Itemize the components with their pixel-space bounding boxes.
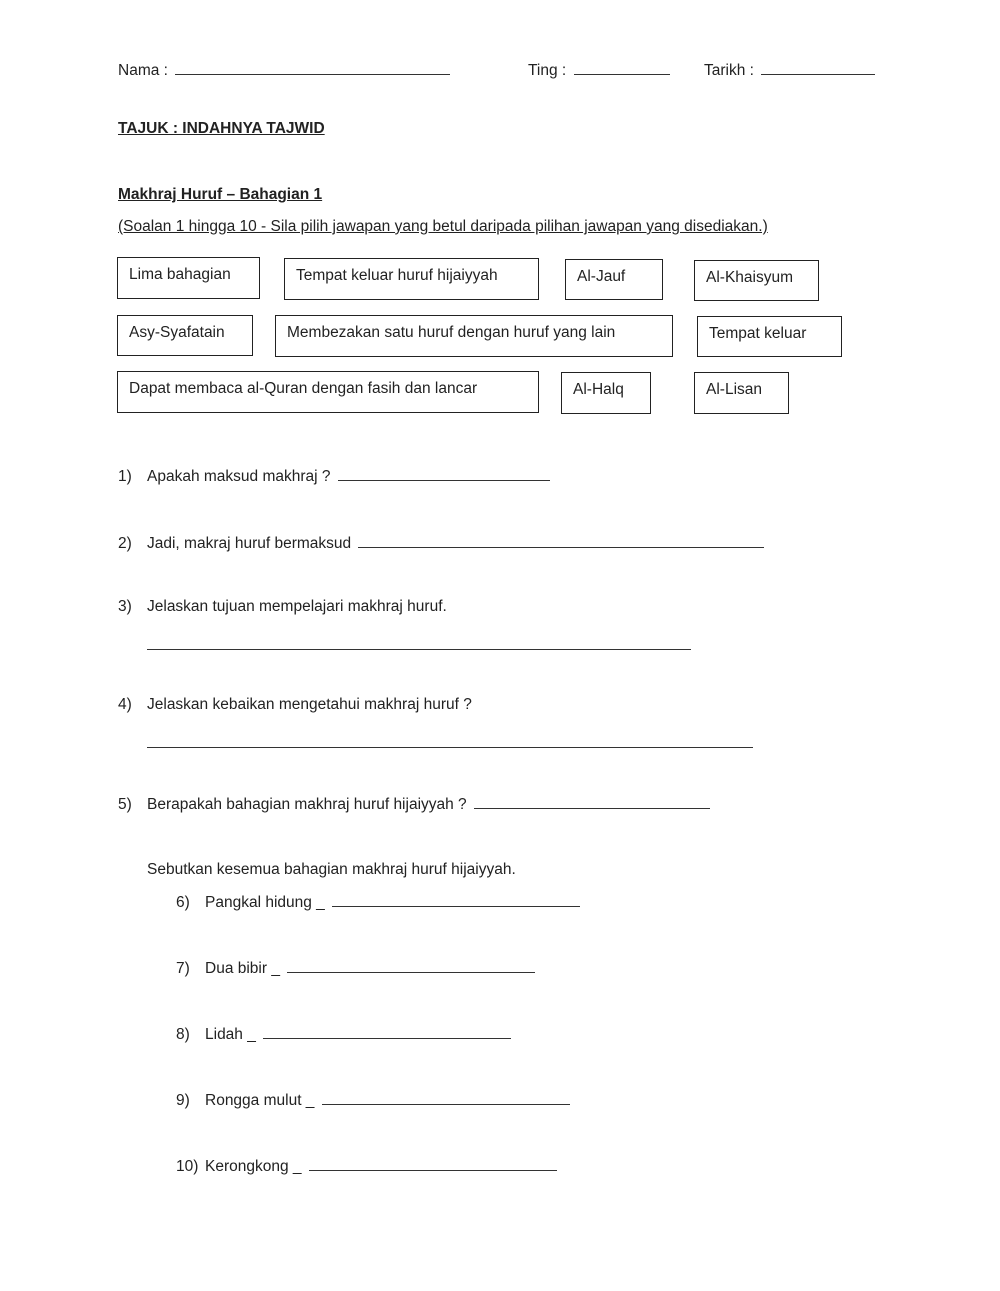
question-1 (118, 466, 550, 487)
answer-blank[interactable] (287, 958, 535, 973)
tarikh-blank[interactable] (761, 60, 875, 75)
sub-question-8 (176, 1024, 511, 1045)
tarikh-label: Tarikh : (704, 62, 754, 79)
answer-blank[interactable] (332, 892, 580, 907)
question-number: 6) (176, 894, 190, 911)
section-title: Makhraj Huruf – Bahagian 1 (118, 186, 323, 203)
question-number: 5) (118, 796, 132, 813)
option-box[interactable]: Tempat keluar (697, 316, 842, 357)
question-2 (118, 533, 764, 554)
nama-blank[interactable] (175, 60, 450, 75)
question-3 (118, 597, 447, 617)
sub-question-10 (176, 1156, 557, 1177)
ting-blank[interactable] (574, 60, 670, 75)
ting-field (528, 60, 670, 81)
answer-blank[interactable] (147, 649, 691, 650)
question-number: 1) (118, 468, 132, 485)
answer-blank[interactable] (309, 1156, 557, 1171)
answer-blank[interactable] (263, 1024, 511, 1039)
answer-blank[interactable] (147, 747, 753, 748)
nama-field (118, 60, 450, 81)
question-5 (118, 794, 710, 815)
question-text: Berapakah bahagian makhraj huruf hijaiyyah ? (147, 796, 467, 813)
question-text: Dua bibir _ (205, 960, 280, 977)
option-box[interactable]: Asy-Syafatain (117, 315, 253, 356)
sub-intro: Sebutkan kesemua bahagian makhraj huruf hijaiyyah. (147, 861, 516, 878)
question-text: Jelaskan tujuan mempelajari makhraj huruf. (147, 598, 447, 615)
question-number: 7) (176, 960, 190, 977)
option-box[interactable]: Al-Lisan (694, 372, 789, 414)
tarikh-field (704, 60, 875, 81)
option-box[interactable]: Tempat keluar huruf hijaiyyah (284, 258, 539, 300)
question-text: Apakah maksud makhraj ? (147, 468, 331, 485)
question-number: 4) (118, 696, 132, 713)
option-box[interactable]: Lima bahagian (117, 257, 260, 299)
question-number: 2) (118, 535, 132, 552)
option-box[interactable]: Al-Halq (561, 372, 651, 414)
question-text: Kerongkong _ (205, 1158, 302, 1175)
sub-question-6 (176, 892, 580, 913)
answer-blank[interactable] (322, 1090, 570, 1105)
question-number: 9) (176, 1092, 190, 1109)
nama-label: Nama : (118, 62, 168, 79)
sub-question-9 (176, 1090, 570, 1111)
sub-question-7 (176, 958, 535, 979)
answer-blank[interactable] (358, 533, 764, 548)
answer-blank[interactable] (474, 794, 710, 809)
section-instruction: (Soalan 1 hingga 10 - Sila pilih jawapan yang betul daripada pilihan jawapan yang disediakan.) (118, 218, 768, 235)
question-4 (118, 695, 472, 715)
option-box[interactable]: Membezakan satu huruf dengan huruf yang lain (275, 315, 673, 357)
question-text: Jelaskan kebaikan mengetahui makhraj huruf ? (147, 696, 472, 713)
question-text: Jadi, makraj huruf bermaksud (147, 535, 352, 552)
question-number: 8) (176, 1026, 190, 1043)
question-number: 3) (118, 598, 132, 615)
question-text: Pangkal hidung _ (205, 894, 325, 911)
question-text: Lidah _ (205, 1026, 256, 1043)
option-box[interactable]: Dapat membaca al-Quran dengan fasih dan lancar (117, 371, 539, 413)
option-box[interactable]: Al-Jauf (565, 259, 663, 300)
ting-label: Ting : (528, 62, 567, 79)
question-number: 10) (176, 1158, 199, 1175)
question-text: Rongga mulut _ (205, 1092, 315, 1109)
option-box[interactable]: Al-Khaisyum (694, 260, 819, 301)
page-title: TAJUK : INDAHNYA TAJWID (118, 120, 325, 137)
answer-blank[interactable] (338, 466, 550, 481)
